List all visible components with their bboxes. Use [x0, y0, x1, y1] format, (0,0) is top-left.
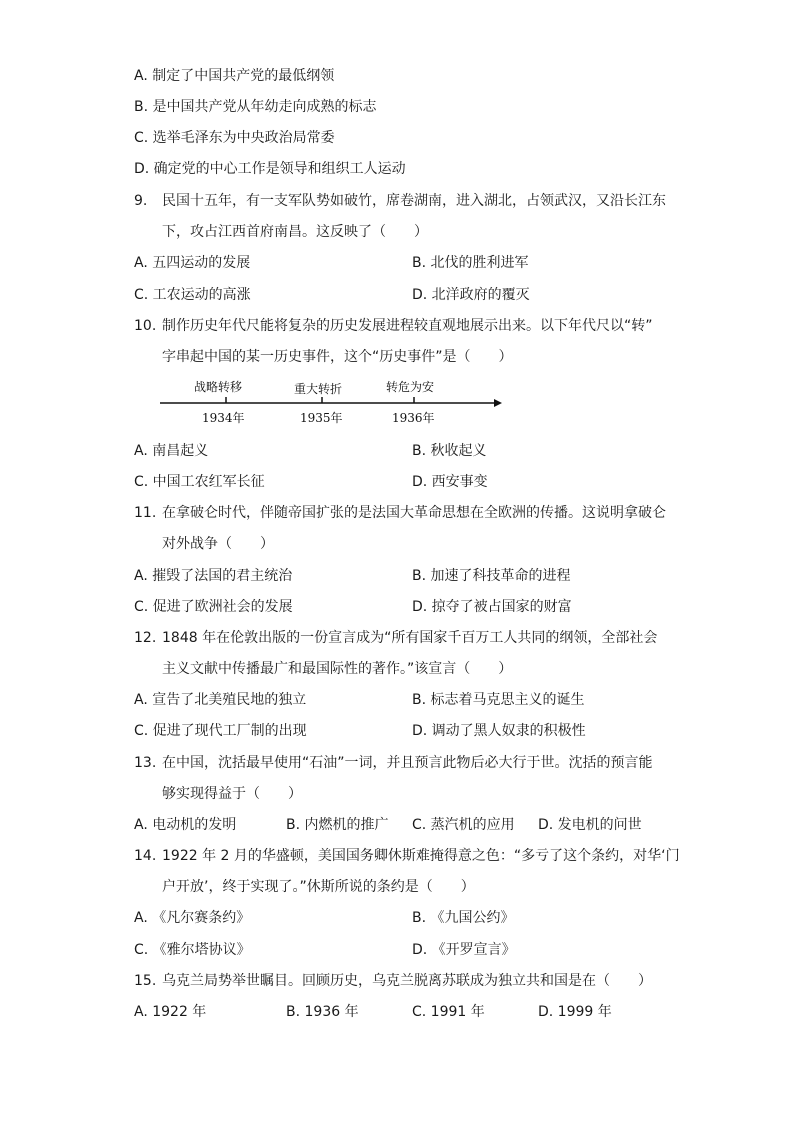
q10-option-d: D. 西安事变: [412, 474, 488, 490]
q10-option-c: C. 中国工农红军长征: [134, 474, 265, 490]
q15-number: 15.: [134, 973, 157, 989]
q11-option-c: C. 促进了欧洲社会的发展: [134, 599, 293, 615]
q12-number: 12.: [134, 630, 157, 646]
q14-option-d: D. 《开罗宣言》: [412, 942, 516, 958]
q14-text-line1: 1922 年 2 月的华盛顿，美国国务卿休斯难掩得意之色：“多亏了这个条约，对华‘门: [162, 848, 680, 864]
timeline-label-bottom-3: 1936年: [392, 411, 435, 425]
q9-option-b: B. 北伐的胜利进军: [412, 255, 529, 271]
q12-stem-line2: 主义文献中传播最广和最国际性的著作。”该宣言（ ）: [162, 661, 513, 677]
q9-number: 9.: [134, 193, 148, 209]
q12-option-c: C. 促进了现代工厂制的出现: [134, 723, 307, 739]
q9-option-c: C. 工农运动的高涨: [134, 287, 251, 303]
q12-text-line1: 1848 年在伦敦出版的一份宣言成为“所有国家千百万工人共同的纲领，全部社会: [162, 630, 658, 646]
timeline-label-bottom-2: 1935年: [300, 411, 343, 425]
q11-option-d: D. 掠夺了被占国家的财富: [412, 599, 572, 615]
q15-option-d: D. 1999 年: [538, 1004, 612, 1020]
q15-stem-line1: [134, 971, 652, 991]
q12-stem-line1: [134, 628, 657, 648]
q13-option-d: D. 发电机的问世: [538, 817, 642, 833]
q9-text-line1: 民国十五年，有一支军队势如破竹，席卷湖南，进入湖北，占领武汉，又沿长江东: [162, 193, 666, 209]
timeline-label-top-1: 战略转移: [194, 380, 243, 394]
q11-stem-line1: [134, 503, 666, 523]
q10-number: 10.: [134, 318, 157, 334]
q8-option-b: B. 是中国共产党从年幼走向成熟的标志: [134, 99, 377, 115]
q10-option-a: A. 南昌起义: [134, 443, 209, 459]
q13-option-c: C. 蒸汽机的应用: [412, 817, 515, 833]
q13-number: 13.: [134, 755, 157, 771]
q13-option-b: B. 内燃机的推广: [286, 817, 389, 833]
q11-option-b: B. 加速了科技革命的进程: [412, 568, 571, 584]
q10-stem-line2: 字串起中国的某一历史事件，这个“历史事件”是（ ）: [162, 349, 513, 365]
q14-option-c: C. 《雅尔塔协议》: [134, 942, 251, 958]
q15-option-b: B. 1936 年: [286, 1004, 359, 1020]
timeline-arrow: [494, 399, 502, 407]
era-timeline: [158, 376, 503, 432]
q8-option-a: A. 制定了中国共产党的最低纲领: [134, 68, 335, 84]
q12-option-b: B. 标志着马克思主义的诞生: [412, 692, 585, 708]
q12-option-d: D. 调动了黑人奴隶的积极性: [412, 723, 586, 739]
q14-stem-line2: 户开放’，终于实现了。”休斯所说的条约是（ ）: [162, 879, 475, 895]
q15-option-a: A. 1922 年: [134, 1004, 207, 1020]
timeline-label-top-2: 重大转折: [294, 382, 343, 396]
q9-stem-line2: 下，攻占江西首府南昌。这反映了（ ）: [162, 224, 428, 240]
q14-stem-line1: [134, 846, 680, 866]
q12-option-a: A. 宣告了北美殖民地的独立: [134, 692, 307, 708]
q9-option-d: D. 北洋政府的覆灭: [412, 287, 530, 303]
timeline-label-top-3: 转危为安: [386, 380, 435, 394]
q13-text-line1: 在中国，沈括最早使用“石油”一词，并且预言此物后必大行于世。沈括的预言能: [162, 755, 653, 771]
q13-stem-line1: [134, 753, 653, 773]
q8-option-d: D. 确定党的中心工作是领导和组织工人运动: [134, 161, 406, 177]
q9-stem-line1: [134, 191, 666, 211]
q10-stem-line1: [134, 316, 653, 336]
q14-option-a: A. 《凡尔赛条约》: [134, 910, 251, 926]
q13-option-a: A. 电动机的发明: [134, 817, 237, 833]
q10-text-line1: 制作历史年代尺能将复杂的历史发展进程较直观地展示出来。以下年代尺以“转”: [162, 318, 653, 334]
q8-option-c: C. 选举毛泽东为中央政治局常委: [134, 130, 335, 146]
q13-stem-line2: 够实现得益于（ ）: [162, 786, 302, 802]
q14-number: 14.: [134, 848, 157, 864]
q11-number: 11.: [134, 505, 157, 521]
q14-option-b: B. 《九国公约》: [412, 910, 515, 926]
timeline-label-bottom-1: 1934年: [202, 411, 245, 425]
q10-option-b: B. 秋收起义: [412, 443, 487, 459]
q15-text-line1: 乌克兰局势举世瞩目。回顾历史，乌克兰脱离苏联成为独立共和国是在（ ）: [162, 973, 652, 989]
q11-stem-line2: 对外战争（ ）: [162, 536, 274, 552]
q15-option-c: C. 1991 年: [412, 1004, 485, 1020]
q9-option-a: A. 五四运动的发展: [134, 255, 251, 271]
q11-option-a: A. 摧毁了法国的君主统治: [134, 568, 293, 584]
q11-text-line1: 在拿破仑时代，伴随帝国扩张的是法国大革命思想在全欧洲的传播。这说明拿破仑: [162, 505, 666, 521]
